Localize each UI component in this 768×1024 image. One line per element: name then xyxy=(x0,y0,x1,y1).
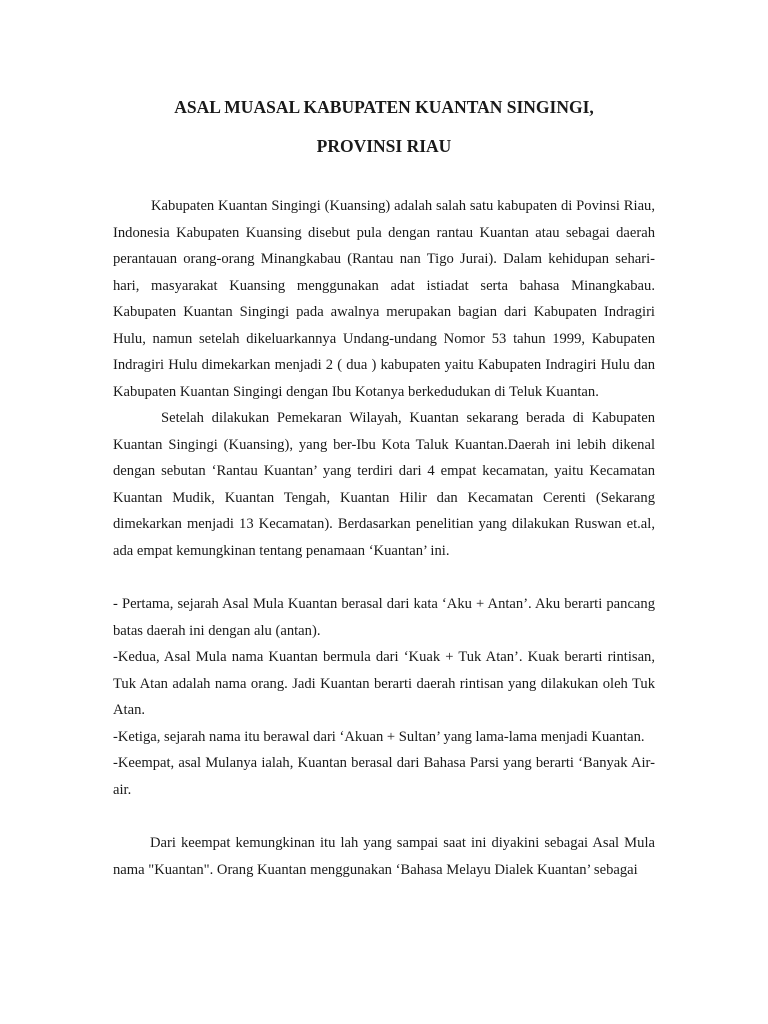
list-item-1: - Pertama, sejarah Asal Mula Kuantan berasal dari kata ‘Aku + Antan’. Aku berarti pancang batas daerah ini dengan alu (antan). xyxy=(113,596,655,639)
list-item-3: -Ketiga, sejarah nama itu berawal dari ‘Akuan + Sultan’ yang lama-lama menjadi Kuantan. xyxy=(113,728,645,745)
spacer xyxy=(113,803,655,830)
list-item-4: -Keempat, asal Mulanya ialah, Kuantan berasal dari Bahasa Parsi yang berarti ‘Banyak Air-air. xyxy=(113,755,655,798)
paragraph-1: Kabupaten Kuantan Singingi (Kuansing) adalah salah satu kabupaten di Povinsi Riau, Indonesia Kabupaten Kuansing disebut pula dengan rantau Kuantan atau sebagai daerah perantauan orang-orang Minangkabau (Rantau nan Tigo Jurai). Dalam kehidupan sehari-hari, masyarakat Kuansing menggunakan adat istiadat serta bahasa Minangkabau. Kabupaten Kuantan Singingi pada awalnya merupakan bagian dari Kabupaten Indragiri Hulu, namun setelah dikeluarkannya Undang-undang Nomor 53 tahun 1999, Kabupaten Indragiri Hulu dimekarkan menjadi 2 ( dua ) kabupaten yaitu Kabupaten Indragiri Hulu dan Kabupaten Kuantan Singingi dengan Ibu Kotanya berkedudukan di Teluk Kuantan. xyxy=(113,198,655,400)
document-body xyxy=(113,193,655,883)
paragraph-2: Setelah dilakukan Pemekaran Wilayah, Kuantan sekarang berada di Kabupaten Kuantan Singingi (Kuansing), yang ber-Ibu Kota Taluk Kuantan.Daerah ini lebih dikenal dengan sebutan ‘Rantau Kuantan’ yang terdiri dari 4 empat kecamatan, yaitu Kecamatan Kuantan Mudik, Kuantan Tengah, Kuantan Hilir dan Kecamatan Cerenti (Sekarang dimekarkan menjadi 13 Kecamatan). Berdasarkan penelitian yang dilakukan Ruswan et.al, ada empat kemungkinan tentang penamaan ‘Kuantan’ ini. xyxy=(113,410,655,559)
list-item-2: -Kedua, Asal Mula nama Kuantan bermula dari ‘Kuak + Tuk Atan’. Kuak berarti rintisan, Tuk Atan adalah nama orang. Jadi Kuantan berarti daerah rintisan yang dilakukan oleh Tuk Atan. xyxy=(113,649,655,718)
title-line-1: ASAL MUASAL KABUPATEN KUANTAN SINGINGI, xyxy=(174,97,594,117)
spacer xyxy=(113,564,655,591)
title-line-2: PROVINSI RIAU xyxy=(316,136,452,156)
paragraph-3: Dari keempat kemungkinan itu lah yang sampai saat ini diyakini sebagai Asal Mula nama "Kuantan". Orang Kuantan menggunakan ‘Bahasa Melayu Dialek Kuantan’ sebagai xyxy=(113,835,655,878)
document-page xyxy=(113,88,655,883)
document-title xyxy=(113,88,655,166)
